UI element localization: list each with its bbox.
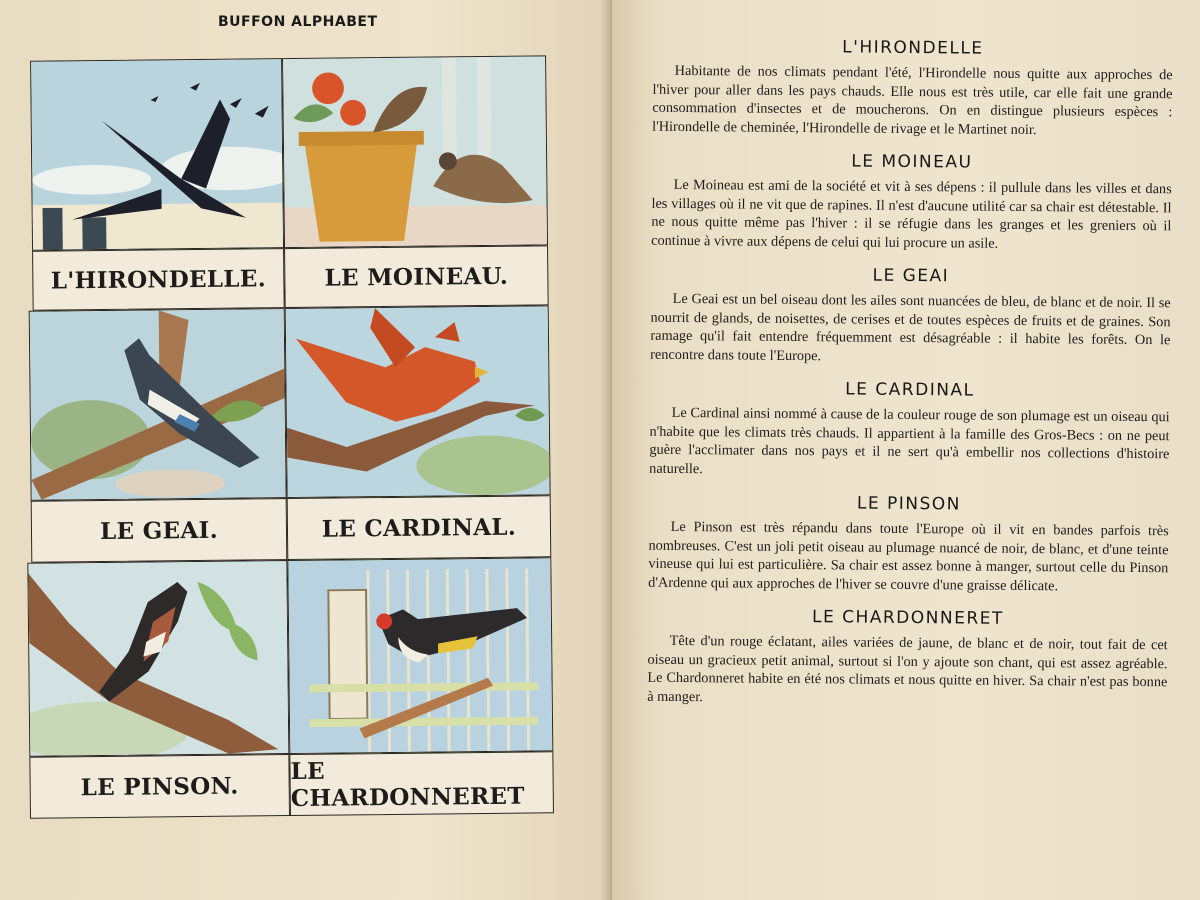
section-title: LE CHARDONNERET	[811, 607, 1004, 629]
section-body: Habitante de nos climats pendant l'été, l'Hirondelle nous quitte aux approches de l'hiver pour aller dans les pays chauds. Elle nous est très utile, car elle fait une grande consommation d'insectes et de moucherons. On en distingue plusieurs espèces : l'Hirondelle de cheminée, l'Hirondelle de rivage et le Martinet noir.	[652, 62, 1173, 138]
section-title: LE CARDINAL	[845, 379, 975, 401]
section-hirondelle	[652, 36, 1173, 141]
section-geai	[650, 264, 1171, 369]
plate-label-chardonneret: LE CHARDONNERET	[289, 751, 554, 816]
plate-label-cardinal: LE CARDINAL.	[287, 495, 552, 560]
section-cardinal	[649, 378, 1170, 483]
plate-label-hirondelle: L'HIRONDELLE.	[32, 248, 285, 311]
section-body: Tête d'un rouge éclatant, ailes variées de jaune, de blanc et de noir, tout fait de cet oiseau un gracieux petit animal, surtout si l'on y ajoute son chant, qui est assez agréable. Le Chardonneret habite en été nos climats et nous quitte en hiver. Sa chair n'est pas bonne à manger.	[647, 632, 1168, 705]
section-title: LE PINSON	[856, 493, 962, 515]
cardinal-illustration	[285, 305, 551, 498]
section-title: LE GEAI	[872, 265, 950, 287]
section-body: Le Moineau est ami de la société et vit à ses dépens : il pullule dans les villes et dans les villages où il ne vit que de rapines. Il n'est d'aucune utilité car sa chair est détestable. Il ne nous quitte même pas l'hiver : il se réfugie dans les granges et les greniers où il continue à vivre aux dépens de celui qui lui procure un asile.	[651, 176, 1172, 252]
goldfinch-illustration	[287, 557, 553, 754]
section-moineau	[651, 150, 1172, 255]
chaffinch-illustration	[27, 560, 289, 757]
sparrow-illustration	[282, 55, 548, 248]
book-header: BUFFON ALPHABET	[218, 14, 378, 30]
section-body: Le Cardinal ainsi nommé à cause de la couleur rouge de son plumage est un oiseau qui n'habite que les climats très chauds. Il appartient à la famille des Gros-Becs : on ne peut guère l'acclimater dans nos pays et il ne sert qu'à embellir nos collections d'histoire naturelle.	[649, 404, 1170, 477]
section-chardonneret	[647, 606, 1168, 711]
section-title: LE MOINEAU	[851, 151, 973, 173]
jay-illustration	[29, 308, 287, 501]
swallow-illustration	[30, 58, 284, 251]
plate-label-geai: LE GEAI.	[31, 498, 288, 563]
plate-label-pinson: LE PINSON.	[29, 754, 290, 819]
section-pinson	[648, 492, 1169, 597]
descriptions-column	[647, 36, 1173, 725]
section-body: Le Geai est un bel oiseau dont les ailes sont nuancées de bleu, de blanc et de noir. Il se nourrit de glands, de noisettes, de cerises et de toutes espèces de fruits et de graines. Son ramage qu'il fait entendre fréquemment est désagréable : il habite les forêts. On le rencontre dans toute l'Europe.	[650, 290, 1171, 364]
section-title: L'HIRONDELLE	[842, 37, 984, 59]
bird-plate-grid	[22, 39, 562, 831]
section-body: Le Pinson est très répandu dans toute l'Europe où il vit en bandes parfois très nombreuses. C'est un joli petit oiseau au plumage nuancé de noir, de blanc, et d'une teinte vineuse qui lui est particulière. Sa chair est assez bonne à manger, surtout celle du Pinson d'Ardenne qui aux approches de l'hiver se couvre d'une graisse délicate.	[648, 518, 1169, 594]
plate-label-moineau: LE MOINEAU.	[284, 245, 549, 308]
